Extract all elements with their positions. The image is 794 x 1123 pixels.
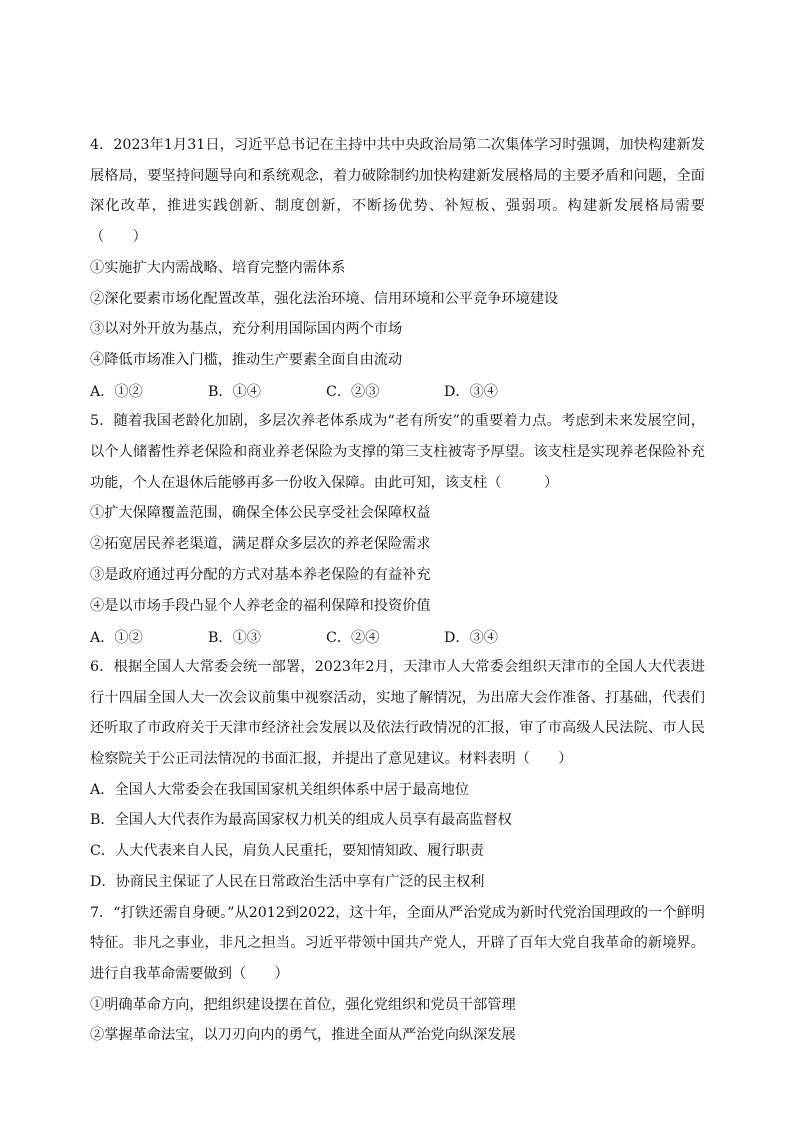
question-4-choice-b: B．①④ [208,383,261,400]
question-5-option-1: ①扩大保障覆盖范围，确保全体公民享受社会保障权益 [90,505,431,522]
question-5-option-2: ②拓宽居民养老渠道，满足群众多层次的养老保险需求 [90,536,431,553]
question-5-option-4: ④是以市场手段凸显个人养老金的福利保障和投资价值 [90,597,431,614]
question-7-option-1: ①明确革命方向，把组织建设摆在首位，强化党组织和党员干部管理 [90,996,516,1013]
question-4-stem: 4．2023年1月31日，习近平总书记在主持中共中央政治局第二次集体学习时强调，加快构建新发展格局，要坚持问题导向和系统观念，着力破除制约加快构建新发展格局的主要矛盾和问题，全面深化改革，推进实践创新、制度创新，不断扬优势、补短板、强弱项。构建新发展格局需要（ ） [90,137,705,246]
question-list [90,130,705,1051]
question-4-choice-c: C．②③ [326,383,380,400]
question-4-choice-a: A．①② [90,383,143,400]
question-4-choices [90,376,705,407]
question-6-option-b: B．全国人大代表作为最高国家权力机关的组成人员享有最高监督权 [90,812,512,829]
question-4-option-3: ③以对外开放为基点，充分利用国际国内两个市场 [90,321,403,338]
question-7-option-2: ②掌握革命法宝，以刀刃向内的勇气，推进全面从严治党向纵深发展 [90,1027,516,1044]
question-4-choice-d: D．③④ [444,383,498,400]
question-6-stem: 6．根据全国人大常委会统一部署，2023年2月，天津市人大常委会组织天津市的全国人大代表进行十四届全国人大一次会议前集中视察活动，实地了解情况，为出席大会作准备、打基础，代表们还听取了市政府关于天津市经济社会发展以及依法行政情况的汇报，审了市高级人民法院、市人民检察院关于公正司法情况的书面汇报，并提出了意见建议。材料表明（ ） [90,658,705,768]
question-4-option-2: ②深化要素市场化配置改革，强化法治环境、信用环境和公平竞争环境建设 [90,290,559,307]
question-4-option-4: ④降低市场准入门槛，推动生产要素全面自由流动 [90,351,403,368]
question-4-option-1: ①实施扩大内需战略、培育完整内需体系 [90,259,346,276]
question-5-choices [90,621,705,652]
question-7-stem: 7．“打铁还需自身硬。”从2012到2022，这十年，全面从严治党成为新时代党治国理政的一个鲜明特征。非凡之事业，非凡之担当。习近平带领中国共产党人，开辟了百年大党自我革命的新境界。进行自我革命需要做到（ ） [90,904,705,982]
question-6-option-d: D．协商民主保证了人民在日常政治生活中享有广泛的民主权利 [90,873,485,890]
question-5-option-3: ③是政府通过再分配的方式对基本养老保险的有益补充 [90,566,431,583]
question-6-option-c: C．人大代表来自人民，肩负人民重托，要知情知政、履行职责 [90,843,484,860]
question-5-choice-a: A．①② [90,629,143,646]
question-5-choice-d: D．③④ [444,629,498,646]
question-5-stem: 5．随着我国老龄化加剧，多层次养老体系成为“老有所安”的重要着力点。考虑到未来发展空间，以个人储蓄性养老保险和商业养老保险为支撑的第三支柱被寄予厚望。该支柱是实现养老保险补充功能，个人在退休后能够再多一份收入保障。由此可知，该支柱（ ） [90,413,705,491]
question-5-choice-b: B．①③ [208,629,261,646]
question-6-option-a: A．全国人大常委会在我国国家机关组织体系中居于最高地位 [90,781,470,798]
question-5-choice-c: C．②④ [326,629,380,646]
